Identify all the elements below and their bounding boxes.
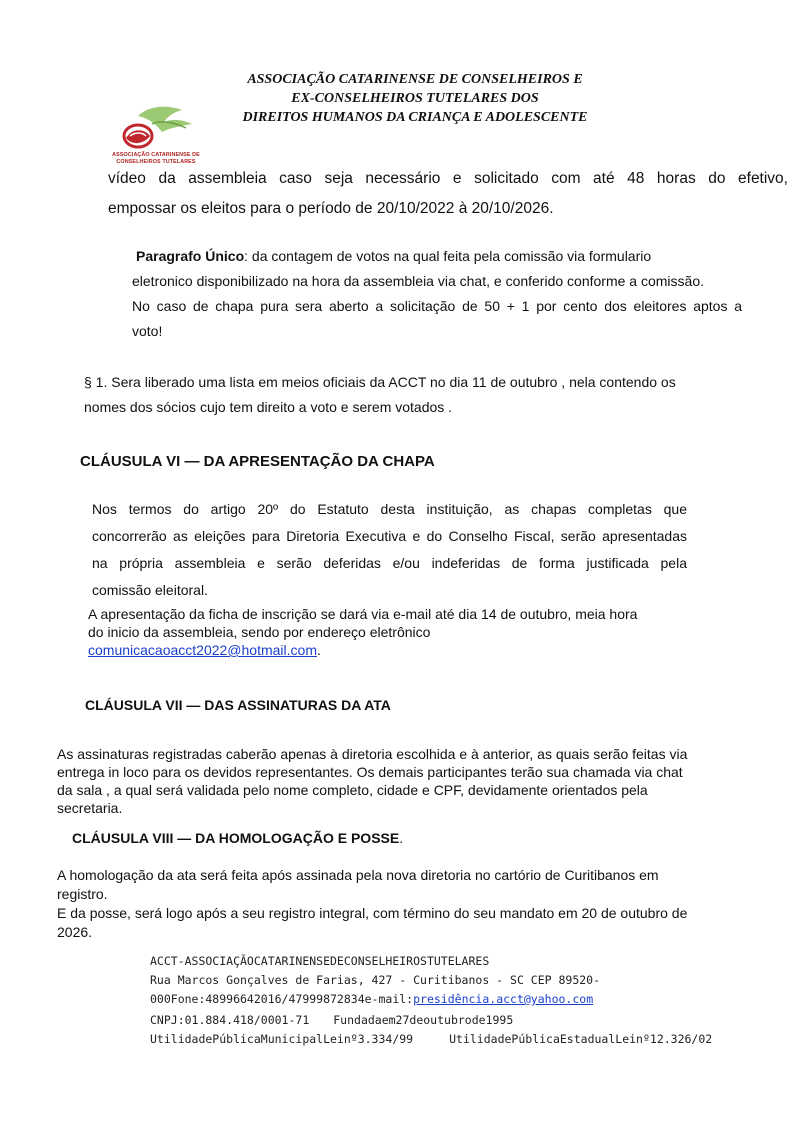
clause-7-line-3: da sala , a qual será validada pelo nome completo, cidade e CPF, devidamente orientados pela: [57, 782, 648, 798]
clause-8-line-2: registro.: [57, 886, 108, 902]
clause-8-line-4: 2026.: [57, 924, 93, 940]
clause-7-line-4: secretaria.: [57, 800, 123, 816]
footer-founded: Fundadaem27deoutubrode1995: [333, 1013, 514, 1027]
paragraph-1-line-1: § 1. Sera liberado uma lista em meios oficiais da ACCT no dia 11 de outubro , nela contendo os: [84, 374, 676, 390]
document-header: [180, 70, 650, 127]
footer-cnpj: CNPJ:01.884.418/0001-71: [150, 1013, 310, 1027]
dove-hands-icon: [108, 104, 204, 152]
logo-text-2: CONSELHEIROS TUTELARES: [116, 159, 196, 165]
contact-email-link[interactable]: comunicacaoacct2022@hotmail.com: [88, 642, 317, 658]
footer-email-link[interactable]: presidência.acct@yahoo.com: [413, 992, 594, 1006]
clause-6-submission: [88, 605, 688, 659]
clause-8-title: CLÁUSULA VIII — DA HOMOLOGAÇÃO E POSSE: [72, 830, 400, 846]
header-line-2: EX-CONSELHEIROS TUTELARES DOS: [291, 91, 539, 106]
intro-line-1: vídeo da assembleia caso seja necessário e solicitado com até 48 horas do efetivo,: [108, 170, 788, 187]
intro-line-2: empossar os eleitos para o período de 20/10/2022 à 20/10/2026.: [108, 200, 554, 217]
footer-line-1: ACCT-ASSOCIAÇÃOCATARINENSEDECONSELHEIROSTUTELARES: [150, 954, 490, 968]
section-paragraph-1: [84, 370, 724, 420]
clause-6-sub-line-1: A apresentação da ficha de inscrição se dará via e-mail até dia 14 de outubro, meia hora: [88, 606, 638, 622]
paragrafo-unico-label: Paragrafo Único: [136, 248, 245, 264]
association-logo: [108, 104, 204, 172]
paragrafo-unico-line-4: voto!: [132, 323, 163, 339]
clause-8-line-3: E da posse, será logo após a seu registro integral, com término do seu mandato em 20 de outubro de: [57, 905, 688, 921]
paragraph-1-line-2: nomes dos sócios cujo tem direito a voto e serem votados .: [84, 399, 453, 415]
logo-text-1: ASSOCIAÇÃO CATARINENSE DE: [112, 152, 200, 158]
clause-7-body: [57, 745, 737, 817]
clause-7-title: CLÁUSULA VII — DAS ASSINATURAS DA ATA: [85, 697, 391, 713]
email-suffix: .: [317, 642, 321, 658]
footer-estadual: UtilidadePúblicaEstadualLeinº12.326/02: [449, 1032, 713, 1046]
header-line-3: DIREITOS HUMANOS DA CRIANÇA E ADOLESCENTE: [242, 110, 588, 125]
clause-6-line-1: Nos termos do artigo 20º do Estatuto desta instituição, as chapas completas que: [92, 501, 687, 517]
clause-8-body: [57, 866, 747, 942]
footer-municipal: UtilidadePúblicaMunicipalLeinº3.334/99: [150, 1032, 414, 1046]
paragrafo-unico-line-3: No caso de chapa pura sera aberto a solicitação de 50 + 1 por cento dos eleitores aptos a: [132, 298, 742, 314]
clause-6-sub-line-2: do inicio da assembleia, sendo por endereço eletrônico: [88, 624, 431, 640]
clause-7-line-1: As assinaturas registradas caberão apenas à diretoria escolhida e à anterior, as quais serão feitas via: [57, 746, 688, 762]
intro-paragraph: [108, 164, 788, 224]
clause-6-title: CLÁUSULA VI — DA APRESENTAÇÃO DA CHAPA: [80, 453, 435, 470]
clause-8-title-suffix: .: [399, 830, 404, 846]
clause-8-title-wrap: [72, 830, 403, 846]
clause-6-line-2: concorrerão as eleições para Diretoria Executiva e do Conselho Fiscal, serão apresentadas: [92, 528, 687, 544]
clause-8-line-1: A homologação da ata será feita após assinada pela nova diretoria no cartório de Curitibanos em: [57, 867, 659, 883]
paragrafo-unico-line-1: : da contagem de votos na qual feita pela comissão via formulario: [244, 248, 652, 264]
clause-6-line-4: comissão eleitoral.: [92, 582, 208, 598]
paragrafo-unico-line-2: eletronico disponibilizado na hora da assembleia via chat, e conferido conforme a comissão.: [132, 273, 704, 289]
header-line-1: ASSOCIAÇÃO CATARINENSE DE CONSELHEIROS E: [247, 72, 583, 87]
document-footer: [150, 952, 712, 1049]
clause-6-body: [92, 496, 687, 604]
footer-line-2: Rua Marcos Gonçalves de Farias, 427 - Curitibanos - SC CEP 89520-: [150, 973, 601, 987]
paragrafo-unico: [132, 244, 742, 344]
clause-7-line-2: entrega in loco para os devidos representantes. Os demais participantes terão sua chamada via chat: [57, 764, 683, 780]
footer-line-3: 000Fone:48996642016/47999872834e-mail:: [150, 992, 414, 1006]
clause-6-line-3: na própria assembleia e serão deferidas e/ou indeferidas de forma justificada pela: [92, 555, 687, 571]
